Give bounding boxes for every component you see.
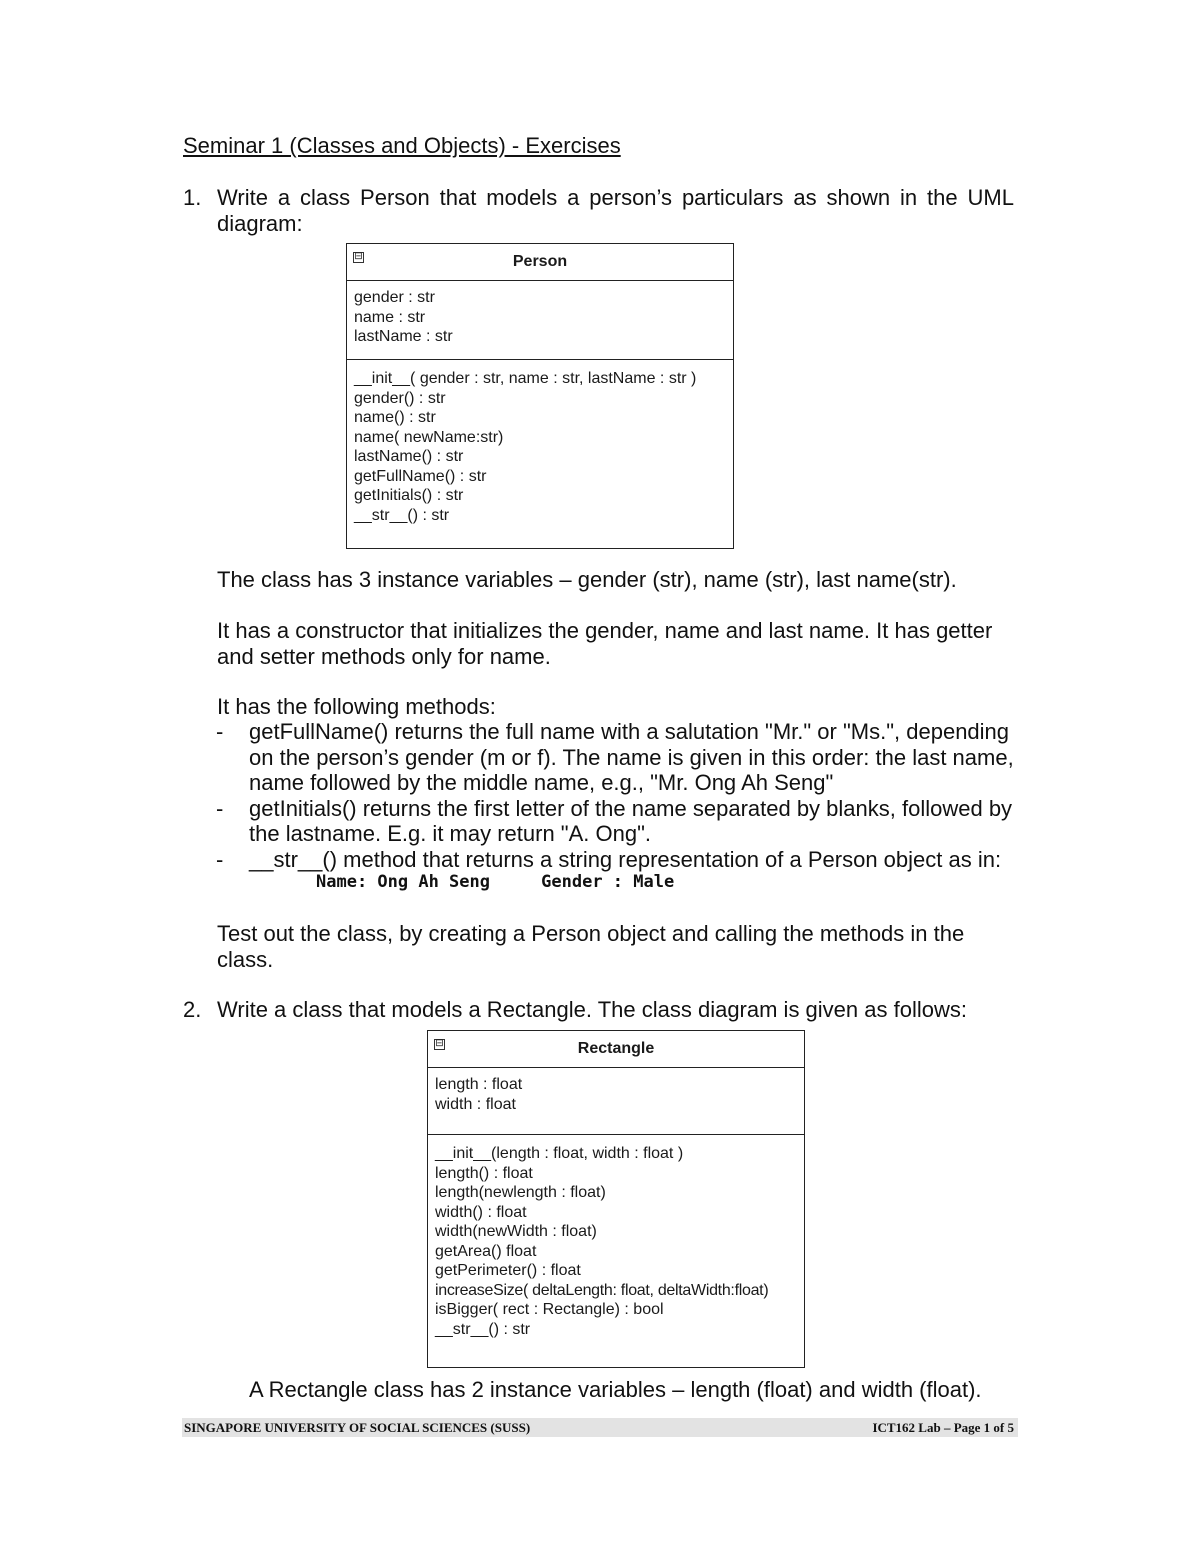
rectangle-operation: length(newlength : float) [435,1184,606,1201]
exercise-1-paragraph: It has the following methods: [217,694,496,719]
person-attribute: gender : str [354,289,435,306]
list-item-text: getFullName() returns the full name with a salutation "Mr." or "Ms.", depending on the person’s gender (m or f). The name is given in this order: the last name, name followed by the middle name, e.g., "Mr. Ong Ah Seng" [249,719,1014,795]
page-title: Seminar 1 (Classes and Objects) - Exercises [183,133,621,158]
rectangle-operation: __init__(length : float, width : float ) [435,1145,684,1162]
bullet-dash: - [216,795,224,821]
list-item-text: getInitials() returns the first letter of the name separated by blanks, followed by the lastname. E.g. it may return "A. Ong". [249,795,1013,846]
footer-institution: SINGAPORE UNIVERSITY OF SOCIAL SCIENCES (SUSS) [184,1420,531,1435]
list-item [216,847,1016,873]
rectangle-operation: length() : float [435,1164,533,1182]
person-attributes [347,281,733,360]
person-operation: name() : str [354,409,436,426]
rectangle-uml-header [428,1031,804,1068]
person-operation: lastName() : str [354,448,464,465]
person-uml-header [347,244,733,281]
rectangle-attributes [428,1068,804,1135]
rectangle-operations [428,1135,804,1348]
rectangle-class-name: Rectangle [577,1040,655,1057]
collapse-icon: ⊟ [435,1038,444,1049]
person-operation: getInitials() : str [354,487,464,504]
bullet-dash: - [216,719,224,744]
exercise-1-number: 1. [183,185,202,210]
person-operation: __init__( gender : str, name : str, lastName : str ) [354,370,697,387]
person-operation: name( newName:str) [354,428,504,446]
list-item [216,796,1016,847]
rectangle-uml-diagram [427,1030,805,1368]
rectangle-attribute: width : float [435,1095,516,1113]
person-uml-diagram [346,243,734,549]
rectangle-operation: increaseSize( deltaLength: float, deltaWidth:float) [435,1281,769,1299]
exercise-2-paragraph: A Rectangle class has 2 instance variables – length (float) and width (float). [249,1377,982,1402]
person-operation: gender() : str [354,389,446,407]
bullet-dash: - [216,846,224,872]
exercise-1-paragraph: The class has 3 instance variables – gender (str), name (str), last name(str). [217,567,957,592]
rectangle-operation: getArea() float [435,1242,537,1260]
person-class-name: Person [512,253,568,270]
person-attribute: lastName : str [354,328,453,345]
collapse-icon: ⊟ [354,251,363,262]
list-item-text: __str__() method that returns a string representation of a Person object as in: [249,846,1002,872]
person-operations [347,360,733,534]
person-operation: getFullName() : str [354,467,487,485]
list-item [216,719,1016,796]
rectangle-operation: getPerimeter() : float [435,1262,581,1279]
methods-list [216,719,1016,872]
person-attribute: name : str [354,308,426,326]
person-operation: __str__() : str [354,506,450,524]
footer-page-number: ICT162 Lab – Page 1 of 5 [872,1420,1014,1435]
rectangle-operation: isBigger( rect : Rectangle) : bool [435,1301,664,1318]
exercise-1-paragraph: It has a constructor that initializes the gender, name and last name. It has getter and setter methods only for name. [217,618,993,669]
rectangle-operation: width() : float [435,1203,527,1221]
exercise-2-intro: Write a class that models a Rectangle. The class diagram is given as follows: [217,997,967,1022]
exercise-1-paragraph: Test out the class, by creating a Person object and calling the methods in the class. [217,921,965,972]
exercise-1-intro: Write a class Person that models a person’s particulars as shown in the UML diagram: [217,185,1014,236]
page-footer [182,1418,1018,1437]
code-sample: Name: Ong Ah Seng Gender : Male [316,872,675,892]
exercise-2-number: 2. [183,997,202,1022]
rectangle-attribute: length : float [435,1076,523,1093]
rectangle-operation: width(newWidth : float) [435,1223,597,1240]
rectangle-operation: __str__() : str [435,1320,531,1338]
